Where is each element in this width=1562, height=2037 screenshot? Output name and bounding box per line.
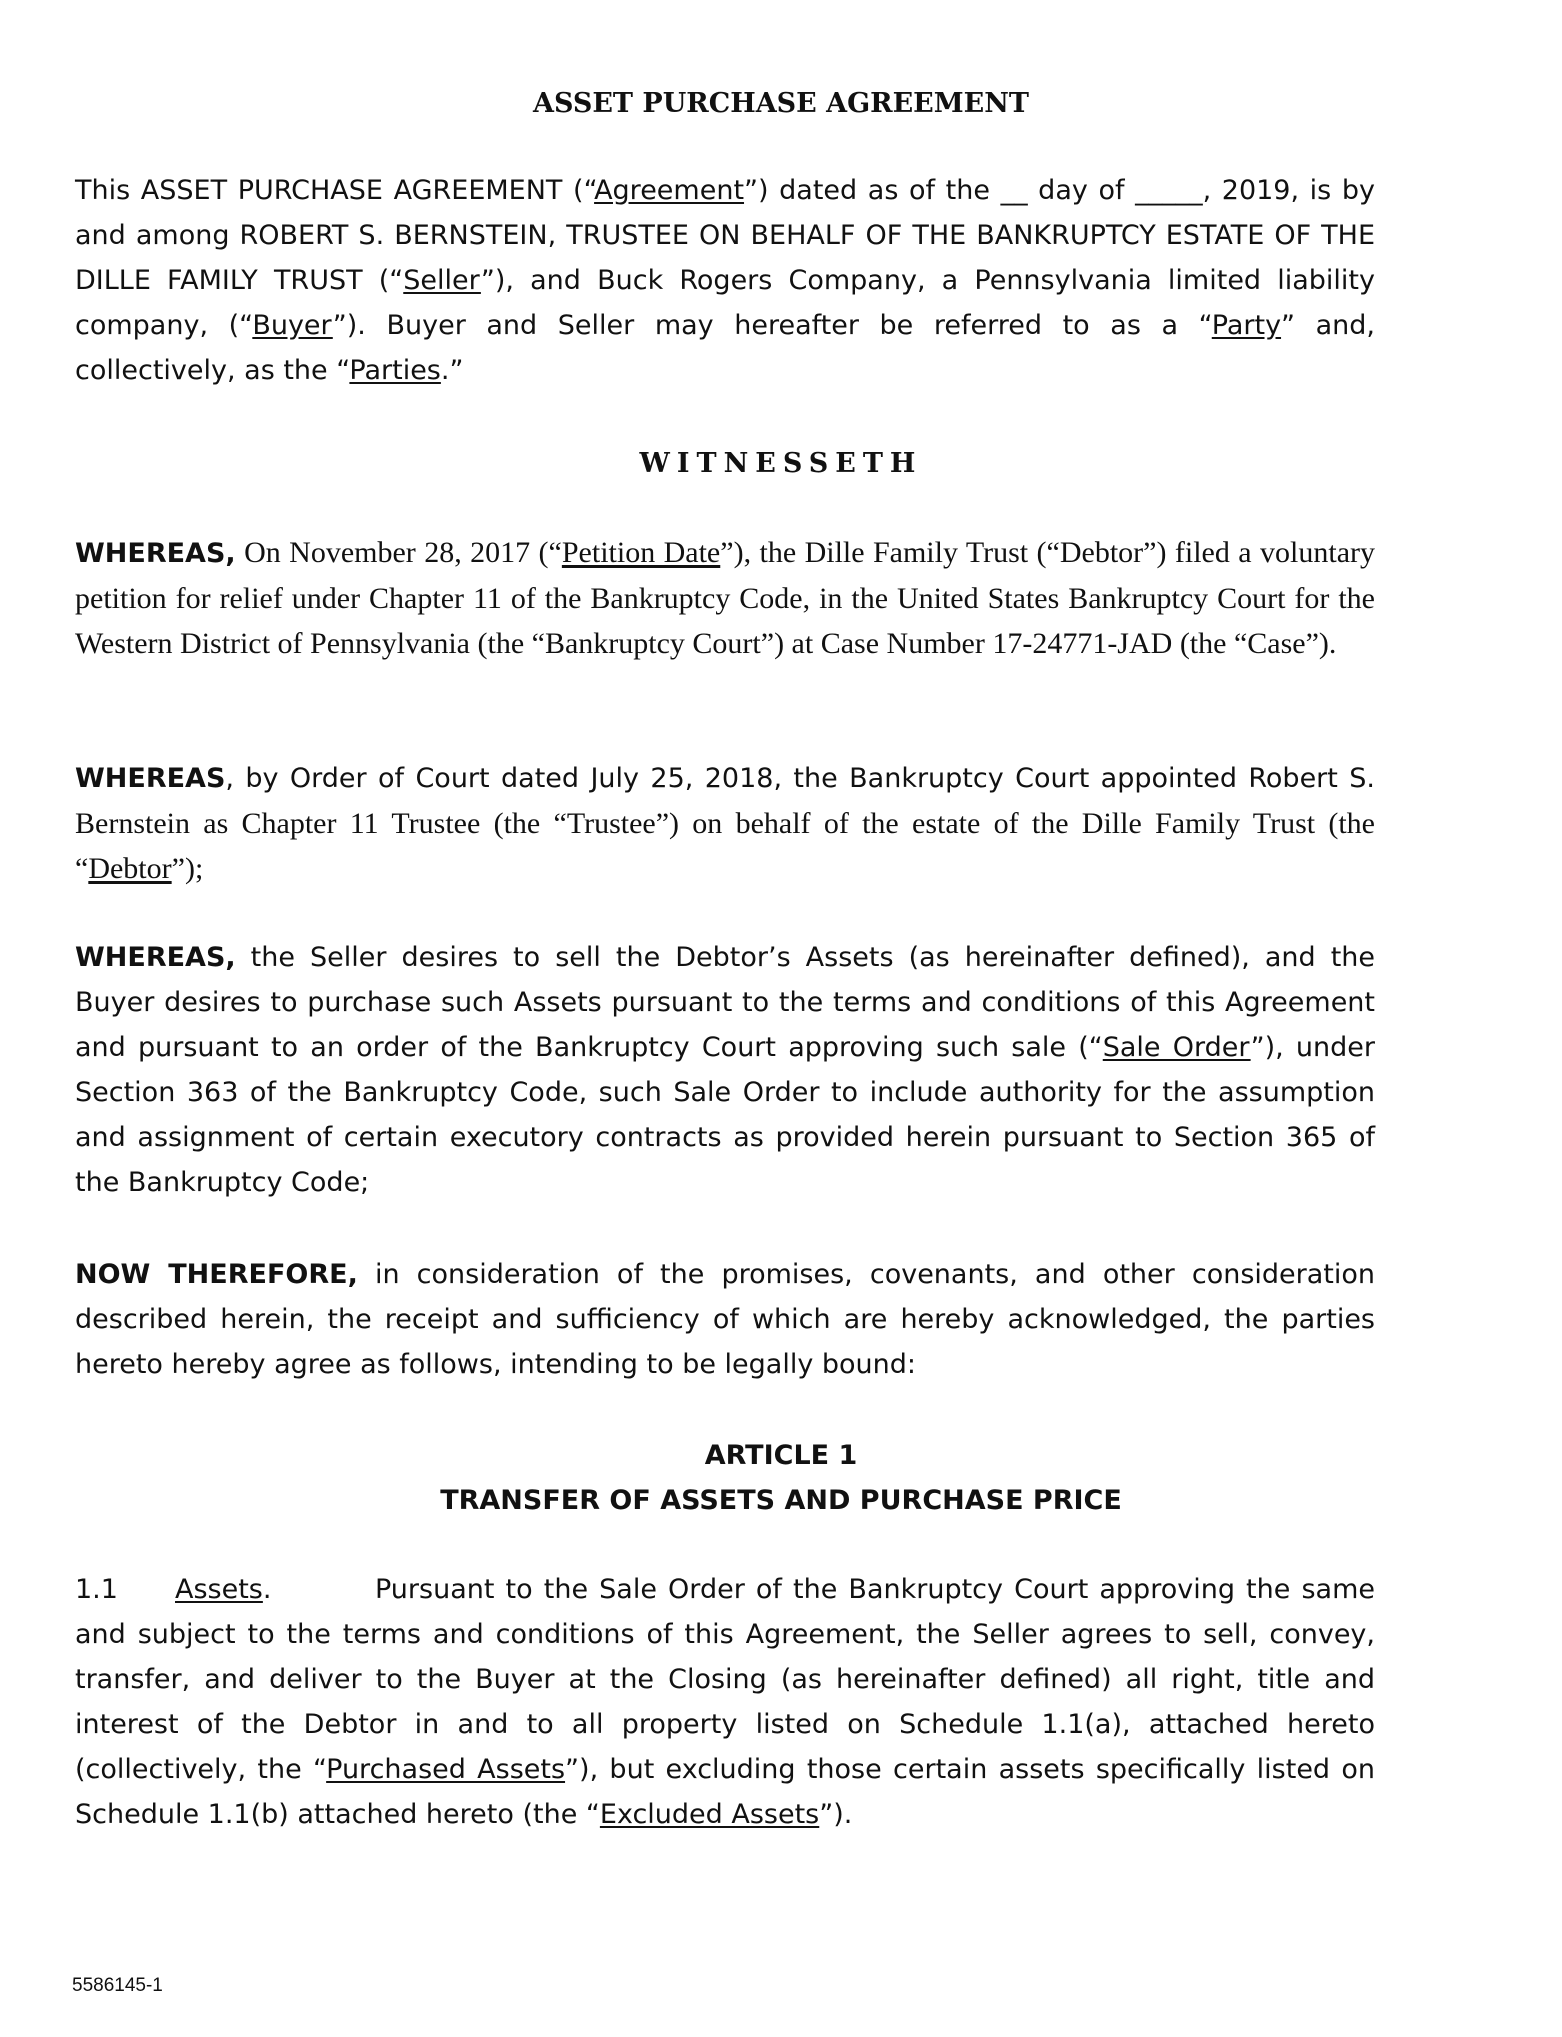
whereas2-text-3: ”); <box>171 852 204 885</box>
whereas1-text-2: ”), the Dille Family Trust (“Debtor”) filed a voluntary petition for relief under Chapter 11 of the Bankruptcy Code, in the United States Bankruptcy Court for the Western District of Pennsylvania (the “Bankruptcy Court”) at Case Number 17-24771-JAD (the “Case”). <box>75 536 1375 660</box>
whereas3-text-2: ”), under Section 363 of the Bankruptcy Code, such Sale Order to include authority for the assumption and assignment of certain executory contracts as provided herein pursuant to Section 365 of the Bankruptcy Code; <box>75 1032 1375 1198</box>
intro-text-4: ”). Buyer and Seller may hereafter be referred to as a “ <box>332 310 1212 341</box>
defined-term-sale-order: Sale Order <box>1102 1032 1251 1063</box>
defined-term-seller: Seller <box>403 265 481 296</box>
section-1-1-paragraph <box>75 1567 1375 1837</box>
section-number: 1.1 <box>75 1574 118 1605</box>
now-therefore-paragraph <box>75 1252 1375 1387</box>
intro-text-1: This ASSET PURCHASE AGREEMENT (“ <box>75 175 595 206</box>
article-heading <box>0 1433 1562 1523</box>
whereas-paragraph-2 <box>75 755 1375 891</box>
now-therefore-text: in consideration of the promises, covenants, and other consideration described herein, the receipt and sufficiency of which are hereby acknowledged, the parties hereto hereby agree as follows, intending to be legally bound: <box>75 1259 1376 1380</box>
section-text-3: ”). <box>819 1799 853 1830</box>
defined-term-buyer: Buyer <box>252 310 333 341</box>
article-number: ARTICLE 1 <box>704 1440 858 1471</box>
whereas-lead-2: WHEREAS <box>75 763 226 794</box>
defined-term-petition-date: Petition Date <box>561 536 721 569</box>
whereas2-sans-line <box>75 763 1375 794</box>
whereas-lead-3: WHEREAS, <box>75 942 236 973</box>
defined-term-excluded-assets: Excluded Assets <box>599 1799 820 1830</box>
defined-term-purchased-assets: Purchased Assets <box>326 1754 566 1785</box>
whereas-lead-1: WHEREAS, <box>75 538 236 569</box>
section-title-wrap <box>175 1567 375 1612</box>
section-title-period: . <box>262 1574 272 1605</box>
section-title: Assets <box>175 1574 263 1605</box>
whereas-paragraph-3 <box>75 935 1375 1205</box>
whereas2-text-1: , by Order of Court dated July 25, 2018, the Bankruptcy Court appointed Robert S. <box>225 763 1375 794</box>
witnesseth-heading: WITNESSETH <box>639 448 923 479</box>
intro-text-2: ”) dated as of the __ day of _____, 2019, is by and among ROBERT S. BERNSTEIN, TRUSTEE ON BEHALF OF THE BANKRUPTCY ESTATE OF THE DILLE FAMILY TRUST (“ <box>75 175 1375 296</box>
whereas2-text-2: Bernstein as Chapter 11 Trustee (the “Trustee”) on behalf of the estate of the Dille Family Trust (the “ <box>75 807 1375 885</box>
article-title: TRANSFER OF ASSETS AND PURCHASE PRICE <box>440 1485 1122 1516</box>
defined-term-party: Party <box>1211 310 1282 341</box>
document-title: ASSET PURCHASE AGREEMENT <box>533 88 1029 119</box>
whereas3-text-1: the Seller desires to sell the Debtor’s Assets (as hereinafter defined), and the Buyer desires to purchase such Assets pursuant to the terms and conditions of this Agreement and pursuant to an order of the Bankruptcy Court approving such sale (“ <box>75 942 1375 1063</box>
intro-text-6: .” <box>440 355 464 386</box>
intro-text-3: ”), and Buck Rogers Company, a Pennsylvania limited liability company, (“ <box>75 265 1375 341</box>
intro-text-5: ” and, collectively, as the “ <box>75 310 1376 386</box>
section-text-2: ”), but excluding those certain assets specifically listed on Schedule 1.1(b) attached hereto (the “ <box>75 1754 1375 1830</box>
whereas1-text-1: On November 28, 2017 (“ <box>235 536 562 569</box>
section-text-1: Pursuant to the Sale Order of the Bankruptcy Court approving the same and subject to the terms and conditions of this Agreement, the Seller agrees to sell, convey, transfer, and deliver to the Buyer at the Closing (as hereinafter defined) all right, title and interest of the Debtor in and to all property listed on Schedule 1.1(a), attached hereto (collectively, the “ <box>75 1574 1375 1785</box>
defined-term-agreement: Agreement <box>594 175 745 206</box>
defined-term-debtor: Debtor <box>88 852 172 885</box>
now-therefore-lead: NOW THEREFORE, <box>75 1259 358 1290</box>
whereas-paragraph-1 <box>75 530 1375 666</box>
document-footer-id: 5586145-1 <box>72 1975 163 1996</box>
defined-term-parties: Parties <box>349 355 441 386</box>
intro-paragraph <box>75 168 1375 393</box>
